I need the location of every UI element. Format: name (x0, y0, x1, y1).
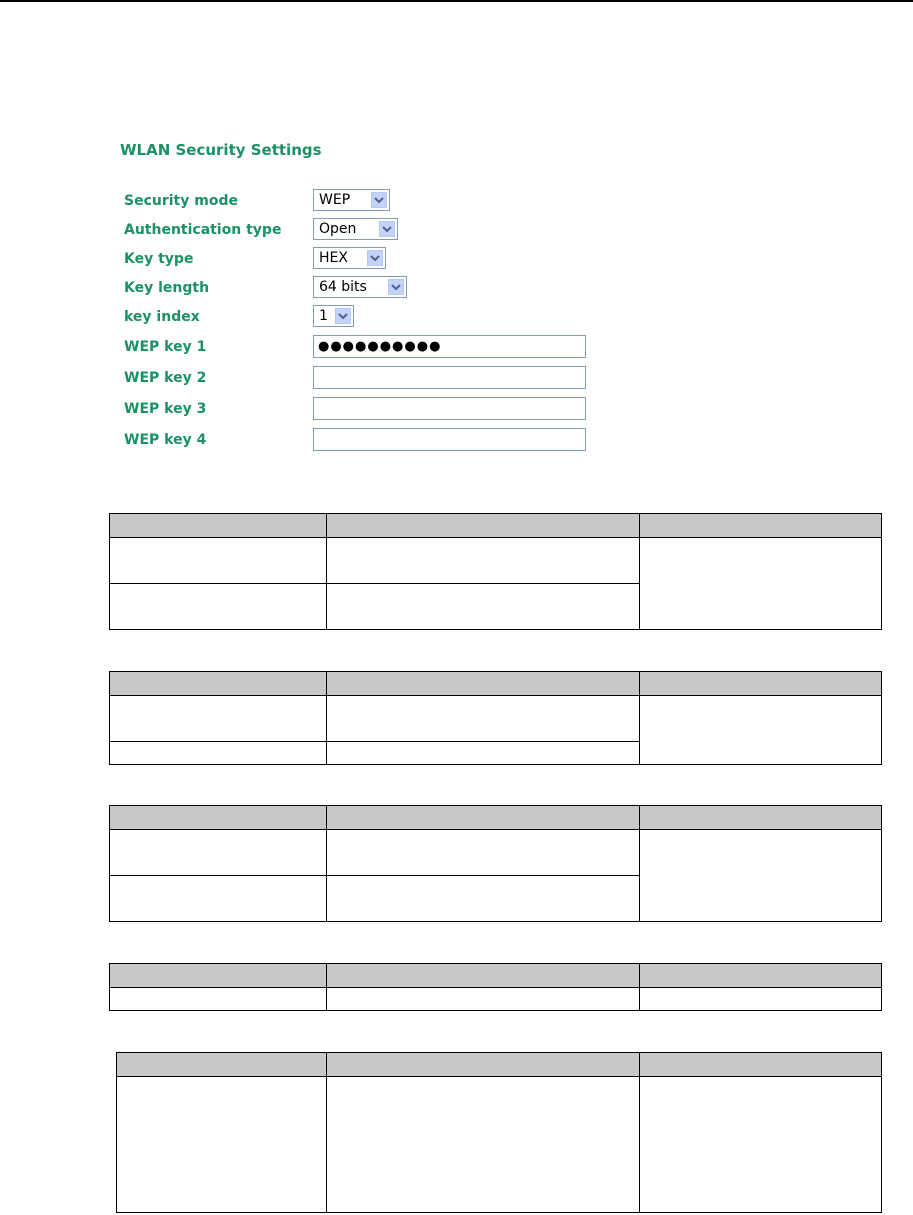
table-row (117, 1077, 882, 1213)
table-cell (640, 1077, 882, 1213)
wep-key-1-row (124, 335, 594, 361)
header-cell (640, 806, 882, 830)
table-5 (116, 1052, 882, 1213)
wep-key-2-input[interactable] (313, 366, 586, 389)
table-header-row (117, 1053, 882, 1077)
header-cell (327, 1053, 640, 1077)
chevron-down-icon[interactable] (379, 221, 395, 237)
table-row (110, 538, 882, 584)
header-cell (327, 806, 640, 830)
header-cell (327, 964, 640, 988)
wep-key-4-row (124, 428, 594, 454)
key-type-label: Key type (124, 251, 194, 267)
table-cell (327, 988, 640, 1011)
key-length-row (124, 276, 594, 302)
table-1 (109, 513, 882, 630)
authentication-type-row (124, 218, 594, 244)
table-cell (327, 830, 640, 876)
wep-key-3-row (124, 397, 594, 423)
table-cell (640, 988, 882, 1011)
header-cell (110, 806, 327, 830)
table-cell (110, 696, 327, 742)
table-cell (327, 742, 640, 765)
wep-key-2-row (124, 366, 594, 392)
security-mode-row (124, 189, 594, 215)
table-cell (640, 696, 882, 765)
table-header-row (110, 964, 882, 988)
key-type-select[interactable] (313, 247, 386, 269)
table-2 (109, 671, 882, 765)
wep-key-2-label: WEP key 2 (124, 370, 207, 386)
table-cell (110, 742, 327, 765)
key-length-label: Key length (124, 280, 210, 296)
header-cell (640, 1053, 882, 1077)
table-cell (327, 538, 640, 584)
header-cell (110, 964, 327, 988)
table-header-row (110, 672, 882, 696)
security-mode-label: Security mode (124, 193, 238, 209)
form-title: WLAN Security Settings (120, 141, 322, 159)
key-type-value: HEX (319, 250, 348, 266)
header-cell (327, 514, 640, 538)
header-cell (640, 964, 882, 988)
table-cell (327, 876, 640, 922)
table-4 (109, 963, 882, 1011)
chevron-down-icon[interactable] (388, 279, 404, 295)
wep-key-1-input[interactable]: ●●●●●●●●●● (313, 335, 586, 358)
chevron-down-icon[interactable] (335, 308, 351, 324)
header-cell (110, 514, 327, 538)
table-header-row (110, 806, 882, 830)
chevron-down-icon[interactable] (371, 192, 387, 208)
table-row (110, 830, 882, 876)
key-index-label: key index (124, 309, 200, 325)
header-cell (640, 672, 882, 696)
table-cell (327, 584, 640, 630)
header-cell (117, 1053, 327, 1077)
security-mode-value: WEP (319, 192, 351, 208)
wep-key-4-label: WEP key 4 (124, 432, 207, 448)
wep-key-3-label: WEP key 3 (124, 401, 207, 417)
table-row (110, 696, 882, 742)
key-length-value: 64 bits (319, 279, 367, 295)
table-cell (117, 1077, 327, 1213)
table-cell (327, 696, 640, 742)
key-index-select[interactable] (313, 305, 354, 327)
header-cell (110, 672, 327, 696)
wep-key-4-input[interactable] (313, 428, 586, 451)
table-3 (109, 805, 882, 922)
table-cell (640, 538, 882, 630)
key-index-value: 1 (319, 308, 328, 324)
authentication-type-label: Authentication type (124, 222, 282, 238)
table-cell (110, 584, 327, 630)
security-mode-select[interactable] (313, 189, 390, 211)
table-cell (110, 830, 327, 876)
page-top-rule (0, 0, 913, 2)
table-row (110, 988, 882, 1011)
authentication-type-value: Open (319, 221, 357, 237)
table-cell (110, 876, 327, 922)
table-header-row (110, 514, 882, 538)
chevron-down-icon[interactable] (367, 250, 383, 266)
table-cell (110, 988, 327, 1011)
key-type-row (124, 247, 594, 273)
authentication-type-select[interactable] (313, 218, 398, 240)
wep-key-3-input[interactable] (313, 397, 586, 420)
table-cell (640, 830, 882, 922)
header-cell (640, 514, 882, 538)
table-cell (110, 538, 327, 584)
key-index-row (124, 305, 594, 331)
header-cell (327, 672, 640, 696)
wep-key-1-label: WEP key 1 (124, 339, 207, 355)
table-cell (327, 1077, 640, 1213)
key-length-select[interactable] (313, 276, 407, 298)
